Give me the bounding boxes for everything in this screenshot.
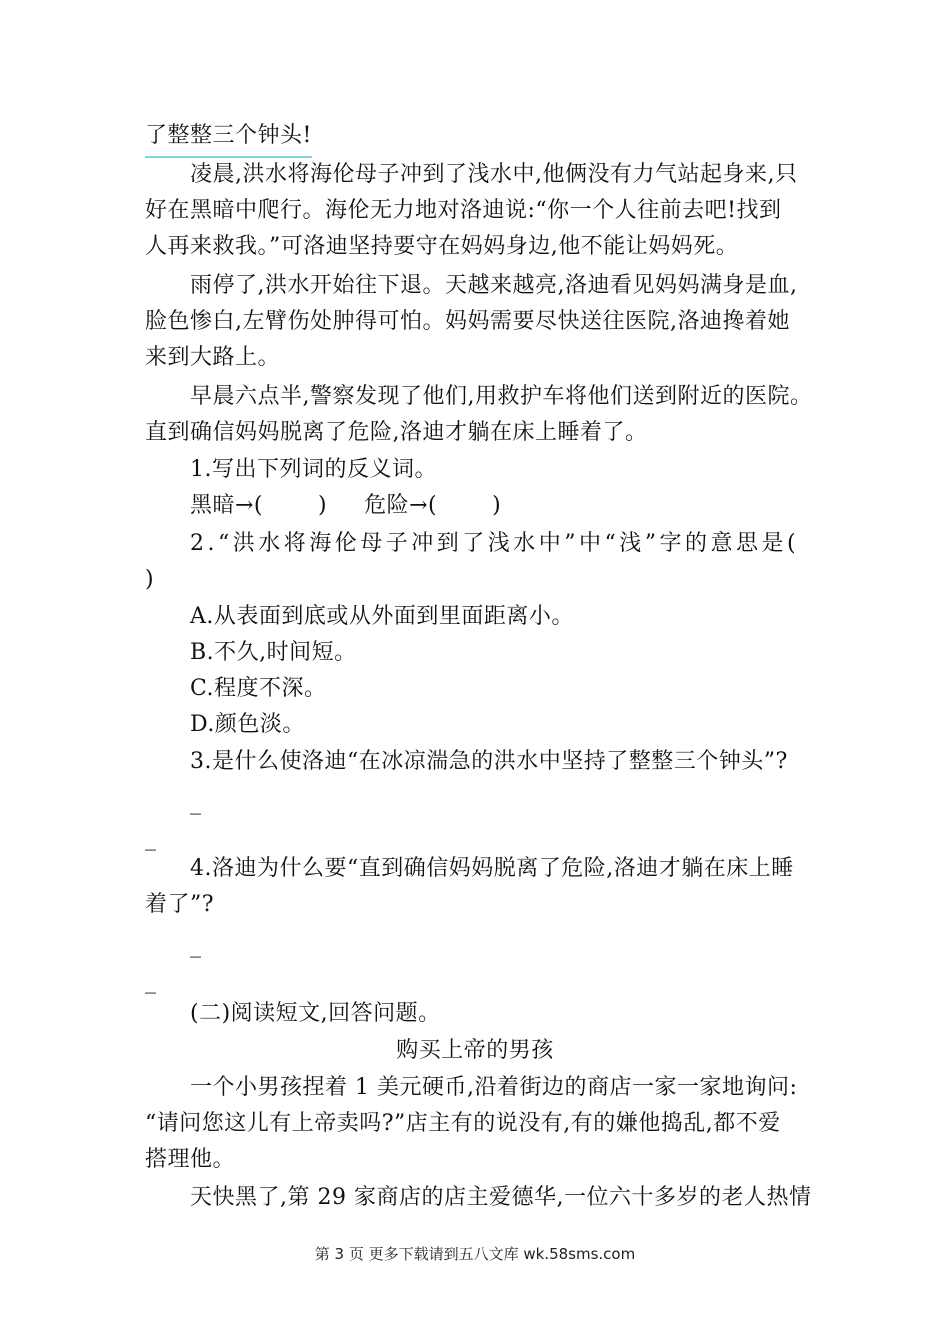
section-heading: (二)阅读短文,回答问题。: [190, 1001, 441, 1026]
antonym-word-danger: 危险→(: [364, 493, 438, 518]
page-footer: 第 3 页 更多下载请到五八文库 wk.58sms.com: [314, 1245, 636, 1263]
passage-line: 凌晨,洪水将海伦母子冲到了浅水中,他俩没有力气站起身来,只: [190, 162, 798, 187]
passage-line: 来到大路上。: [145, 345, 281, 370]
antonym-close-paren: ): [318, 493, 328, 518]
passage-line: 雨停了,洪水开始往下退。天越来越亮,洛迪看见妈妈满身是血,: [190, 273, 798, 298]
antonym-word-dark: 黑暗→(: [190, 493, 264, 518]
story-title: 购买上帝的男孩: [396, 1038, 554, 1063]
question-4: 4.洛迪为什么要“直到确信妈妈脱离了危险,洛迪才躺在床上睡: [190, 856, 794, 881]
option-b: B.不久,时间短。: [190, 640, 357, 665]
passage-line: 脸色惨白,左臂伤处肿得可怕。妈妈需要尽快送往医院,洛迪搀着她: [145, 309, 790, 334]
question-2: 2.“洪水将海伦母子冲到了浅水中”中“浅”字的意思是(: [190, 531, 800, 556]
answer-line[interactable]: _: [145, 969, 156, 994]
passage-line: 早晨六点半,警察发现了他们,用救护车将他们送到附近的医院。: [190, 384, 813, 409]
answer-line[interactable]: _: [145, 826, 156, 851]
question-2-close: ): [145, 567, 155, 592]
answer-line[interactable]: _: [190, 933, 201, 958]
option-d: D.颜色淡。: [190, 712, 305, 737]
answer-line[interactable]: _: [190, 790, 201, 815]
story-line: 搭理他。: [145, 1147, 236, 1172]
passage-line: 直到确信妈妈脱离了危险,洛迪才躺在床上睡着了。: [145, 420, 648, 445]
question-4-cont: 着了”?: [145, 892, 215, 917]
option-a: A.从表面到底或从外面到里面距离小。: [190, 604, 574, 629]
passage-line: 人再来救我。”可洛迪坚持要守在妈妈身边,他不能让妈妈死。: [145, 234, 739, 259]
story-line: “请问您这儿有上帝卖吗?”店主有的说没有,有的嫌他捣乱,都不爱: [145, 1111, 781, 1136]
story-line: 天快黑了,第 29 家商店的店主爱德华,一位六十多岁的老人热情: [190, 1185, 812, 1210]
question-1: 1.写出下列词的反义词。: [190, 457, 437, 482]
question-1-blanks: [190, 488, 501, 524]
passage-line: 了整整三个钟头!: [145, 118, 312, 158]
antonym-close-paren: ): [492, 493, 502, 518]
question-3: 3.是什么使洛迪“在冰凉湍急的洪水中坚持了整整三个钟头”?: [190, 749, 788, 774]
option-c: C.程度不深。: [190, 676, 327, 701]
passage-line: 好在黑暗中爬行。海伦无力地对洛迪说:“你一个人往前去吧!找到: [145, 198, 782, 223]
story-line: 一个小男孩捏着 1 美元硬币,沿着街边的商店一家一家地询问:: [190, 1075, 798, 1100]
